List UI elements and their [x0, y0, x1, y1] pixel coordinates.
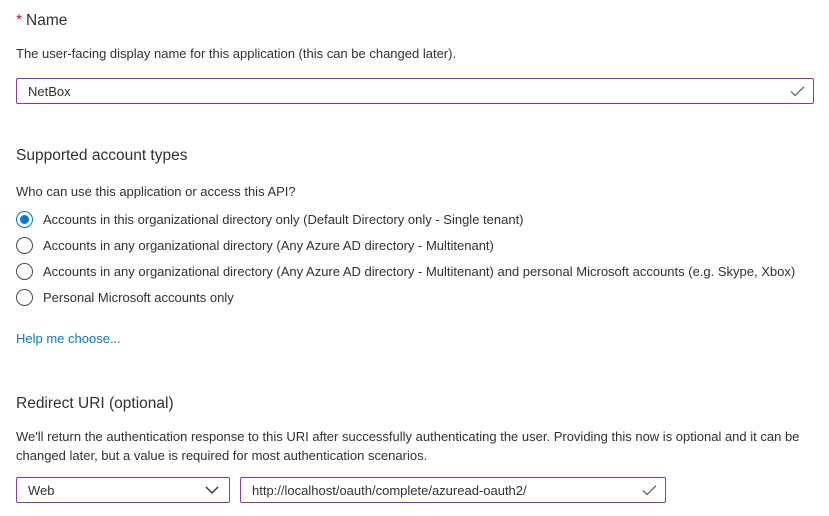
checkmark-icon: [642, 485, 657, 496]
help-me-choose-link[interactable]: Help me choose...: [16, 331, 121, 346]
name-input-box: [16, 78, 814, 104]
account-type-options: [16, 206, 814, 310]
name-description: The user-facing display name for this application (this can be changed later).: [16, 46, 457, 61]
chevron-down-icon: [205, 486, 219, 494]
name-label: Name: [26, 12, 68, 29]
account-type-option-single-tenant[interactable]: [16, 206, 814, 232]
option-label: Personal Microsoft accounts only: [43, 289, 234, 305]
supported-account-types-title: Supported account types: [16, 147, 188, 164]
option-label: Accounts in any organizational directory (Any Azure AD directory - Multitenant): [43, 237, 494, 253]
redirect-uri-input-box: [240, 477, 666, 503]
redirect-uri-description: We'll return the authentication response to this URI after successfully authenticating the user. Providing this now is optional and it can be changed later, but a value is required for most authentication scenarios.: [16, 429, 800, 463]
redirect-uri-input[interactable]: [252, 483, 634, 498]
radio-button-icon[interactable]: [16, 263, 33, 280]
name-input[interactable]: [28, 84, 782, 99]
redirect-uri-controls: [16, 477, 814, 503]
option-label: Accounts in any organizational directory (Any Azure AD directory - Multitenant) and personal Microsoft accounts (e.g. Skype, Xbox): [43, 263, 796, 279]
radio-button-icon[interactable]: [16, 211, 33, 228]
platform-select-dropdown[interactable]: [16, 477, 230, 503]
required-asterisk: *: [16, 12, 23, 29]
option-label: Accounts in this organizational directory only (Default Directory only - Single tenant): [43, 211, 524, 227]
platform-selected-value: Web: [28, 482, 55, 498]
account-type-option-personal-only[interactable]: [16, 284, 814, 310]
account-type-option-multitenant[interactable]: [16, 232, 814, 258]
name-section-title: [16, 11, 814, 30]
redirect-uri-title: Redirect URI (optional): [16, 395, 174, 412]
account-type-option-multitenant-personal[interactable]: [16, 258, 814, 284]
account-types-question: Who can use this application or access this API?: [16, 184, 296, 199]
checkmark-icon: [790, 86, 805, 97]
radio-button-icon[interactable]: [16, 289, 33, 306]
radio-button-icon[interactable]: [16, 237, 33, 254]
